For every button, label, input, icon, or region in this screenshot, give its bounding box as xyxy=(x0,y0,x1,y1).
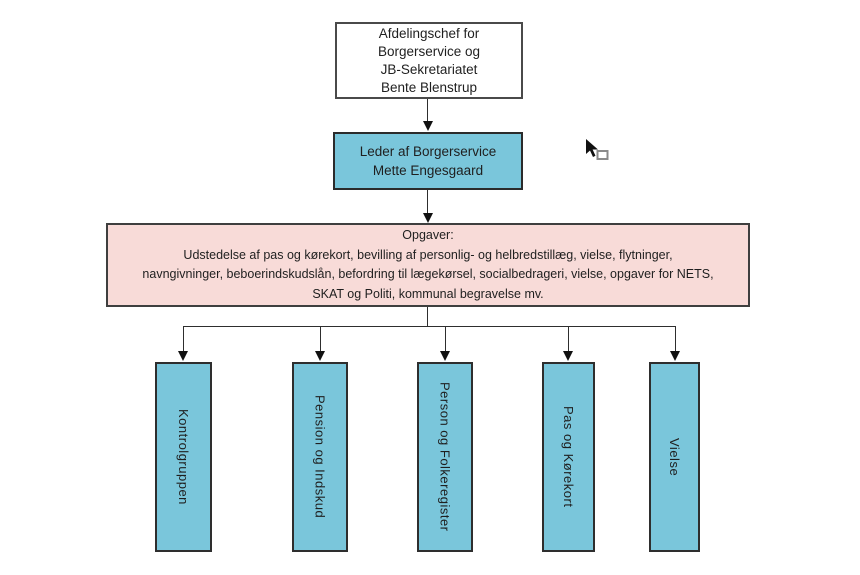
arrowhead-top-to-leader xyxy=(423,121,433,131)
arrowhead-dept-4 xyxy=(563,351,573,361)
org-box-afdelingschef-text xyxy=(378,25,480,97)
arrowhead-dept-1 xyxy=(178,351,188,361)
connector-top-to-leader xyxy=(427,99,428,122)
connector-drop-2 xyxy=(320,326,321,352)
connector-tasks-stem xyxy=(427,307,428,327)
org-box-line: Bente Blenstrup xyxy=(380,79,478,95)
arrowhead-dept-5 xyxy=(670,351,680,361)
org-box-line: Leder af Borgerservice xyxy=(359,144,497,159)
connector-drop-4 xyxy=(568,326,569,352)
arrowhead-dept-2 xyxy=(315,351,325,361)
tasks-line: navngivninger, beboerindskudslån, befordring til lægekørsel, socialbedrageri, vielse, opgaver for NETS, xyxy=(142,267,714,281)
arrowhead-leader-to-tasks xyxy=(423,213,433,223)
dept-box-kontrolgruppen[interactable] xyxy=(155,362,212,552)
dept-box-vielse[interactable] xyxy=(649,362,700,552)
org-box-opgaver[interactable] xyxy=(106,223,750,307)
connector-drop-5 xyxy=(675,326,676,352)
connector-leader-to-tasks xyxy=(427,190,428,213)
dept-label: Pension og Indskud xyxy=(312,395,328,519)
org-box-leder-text xyxy=(360,142,497,180)
mouse-pointer-icon xyxy=(584,138,612,164)
tasks-line: Opgaver: xyxy=(402,228,454,242)
org-box-leder[interactable] xyxy=(333,132,523,190)
org-box-line: JB-Sekretariatet xyxy=(380,61,478,77)
dept-label: Vielse xyxy=(667,437,682,477)
arrowhead-dept-3 xyxy=(440,351,450,361)
dept-label: Person og Folkeregister xyxy=(437,382,453,532)
org-box-line: Mette Engesgaard xyxy=(372,163,484,178)
org-box-line: Afdelingschef for xyxy=(378,25,480,41)
connector-drop-1 xyxy=(183,326,184,352)
dept-label: Pas og Kørekort xyxy=(561,406,576,508)
dept-box-person-og-folkeregister[interactable] xyxy=(417,362,473,552)
tasks-line: SKAT og Politi, kommunal begravelse mv. xyxy=(312,286,544,301)
org-box-line: Borgerservice og xyxy=(377,43,481,59)
dept-label: Kontrolgruppen xyxy=(176,409,191,505)
dept-box-pension-og-indskud[interactable] xyxy=(292,362,348,552)
org-box-afdelingschef[interactable] xyxy=(335,22,523,99)
connector-drop-3 xyxy=(445,326,446,352)
connector-branch-bar xyxy=(183,326,675,327)
dept-box-pas-og-korekort[interactable] xyxy=(542,362,595,552)
tasks-line: Udstedelse af pas og kørekort, bevilling af personlig- og helbredstillæg, vielse, flytninger, xyxy=(183,247,673,262)
